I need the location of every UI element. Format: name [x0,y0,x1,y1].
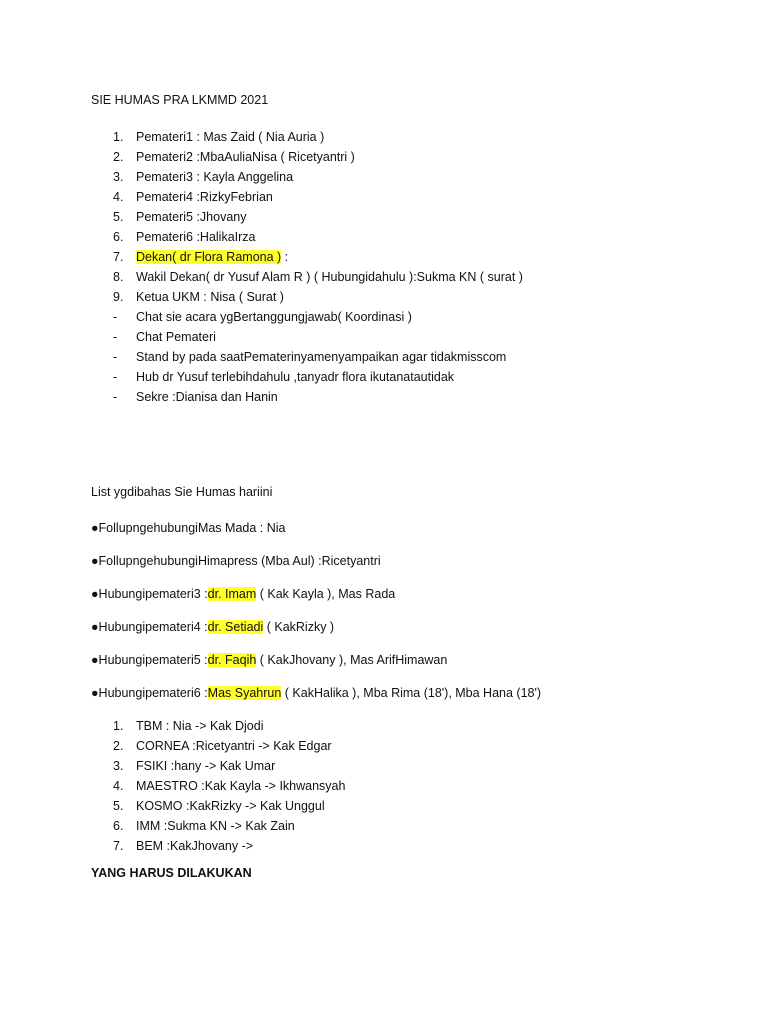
text-segment: ●FollupngehubungiMas Mada : Nia [91,521,286,535]
highlighted-text: dr. Imam [207,587,257,601]
list-item-text [136,307,412,327]
text-segment: ●FollupngehubungiHimapress (Mba Aul) :Ricetyantri [91,554,381,568]
list-marker: 3. [113,759,124,773]
list-marker: 8. [113,270,124,284]
list-marker: 9. [113,290,124,304]
text-segment: ●Hubungipemateri6 : [91,686,208,700]
list-marker: 4. [113,190,124,204]
list-item-text [136,756,275,776]
list-marker: 2. [113,739,124,753]
list-marker: 2. [113,150,124,164]
text-segment: Chat sie acara ygBertanggungjawab( Koordinasi ) [136,310,412,324]
highlighted-text: dr. Setiadi [207,620,264,634]
list-marker: - [113,310,118,324]
text-segment: Pemateri5 :Jhovany [136,210,247,224]
highlighted-text: dr. Faqih [207,653,257,667]
list-item-text [136,267,523,287]
text-segment: Pemateri6 :HalikaIrza [136,230,256,244]
text-segment: : [281,250,289,264]
text-segment: Sekre :Dianisa dan Hanin [136,390,278,404]
list-marker: 6. [113,230,124,244]
list-item-text [136,716,263,736]
list-item-text [136,776,345,796]
list-marker: 3. [113,170,124,184]
list-item-text [136,127,324,147]
discussion-bullet-list [91,518,541,716]
text-segment: Pemateri1 : Mas Zaid ( Nia Auria ) [136,130,325,144]
text-segment: Wakil Dekan( dr Yusuf Alam R ) ( Hubungidahulu ):Sukma KN ( surat ) [136,270,523,284]
bullet-item [91,683,541,716]
text-segment: ( KakRizky ) [263,620,335,634]
bullet-item [91,650,541,683]
list-item-text [136,147,355,167]
bullet-item [91,584,541,617]
list-marker: 6. [113,819,124,833]
text-segment: MAESTRO :Kak Kayla -> Ikhwansyah [136,779,346,793]
bullet-item [91,518,541,551]
list-marker: - [113,330,118,344]
list-marker: - [113,390,118,404]
list-item-text [136,187,273,207]
list-item-text [136,367,454,387]
text-segment: FSIKI :hany -> Kak Umar [136,759,276,773]
text-segment: Hub dr Yusuf terlebihdahulu ,tanyadr flora ikutanatautidak [136,370,455,384]
list-marker: 1. [113,719,124,733]
text-segment: ( KakHalika ), Mba Rima (18'), Mba Hana (18') [281,686,542,700]
highlighted-text: Dekan( dr Flora Ramona ) [136,250,282,264]
list-item-text [136,387,278,407]
list-item-text [136,167,293,187]
bullet-item [91,617,541,650]
list-item-text [136,227,256,247]
text-segment: CORNEA :Ricetyantri -> Kak Edgar [136,739,332,753]
list-item-text [136,796,325,816]
section-title: List ygdibahas Sie Humas hariini [91,485,273,499]
list-item-text [136,816,295,836]
list-marker: 7. [113,250,124,264]
list-marker: 5. [113,799,124,813]
list-marker: - [113,350,118,364]
text-segment: IMM :Sukma KN -> Kak Zain [136,819,295,833]
list-marker: 1. [113,130,124,144]
list-item-text [136,736,332,756]
document-title: SIE HUMAS PRA LKMMD 2021 [91,93,269,107]
highlighted-text: Mas Syahrun [207,686,282,700]
list-marker: - [113,370,118,384]
text-segment: Pemateri2 :MbaAuliaNisa ( Ricetyantri ) [136,150,355,164]
list-marker: 7. [113,839,124,853]
text-segment: ( KakJhovany ), Mas ArifHimawan [256,653,448,667]
text-segment: Pemateri4 :RizkyFebrian [136,190,273,204]
list-item-text [136,287,284,307]
list-item-text [136,327,216,347]
text-segment: TBM : Nia -> Kak Djodi [136,719,264,733]
text-segment: ( Kak Kayla ), Mas Rada [256,587,396,601]
list-item-text [136,247,288,267]
text-segment: Pemateri3 : Kayla Anggelina [136,170,294,184]
todo-heading: YANG HARUS DILAKUKAN [91,866,252,880]
text-segment: ●Hubungipemateri4 : [91,620,208,634]
text-segment: Stand by pada saatPematerinyamenyampaikan agar tidakmisscom [136,350,507,364]
list-item-text [136,836,253,856]
text-segment: KOSMO :KakRizky -> Kak Unggul [136,799,325,813]
text-segment: ●Hubungipemateri5 : [91,653,208,667]
list-item-text [136,347,506,367]
text-segment: Chat Pemateri [136,330,216,344]
text-segment: BEM :KakJhovany -> [136,839,254,853]
bullet-item [91,551,541,584]
text-segment: ●Hubungipemateri3 : [91,587,208,601]
text-segment: Ketua UKM : Nisa ( Surat ) [136,290,284,304]
list-item-text [136,207,246,227]
list-marker: 4. [113,779,124,793]
list-marker: 5. [113,210,124,224]
